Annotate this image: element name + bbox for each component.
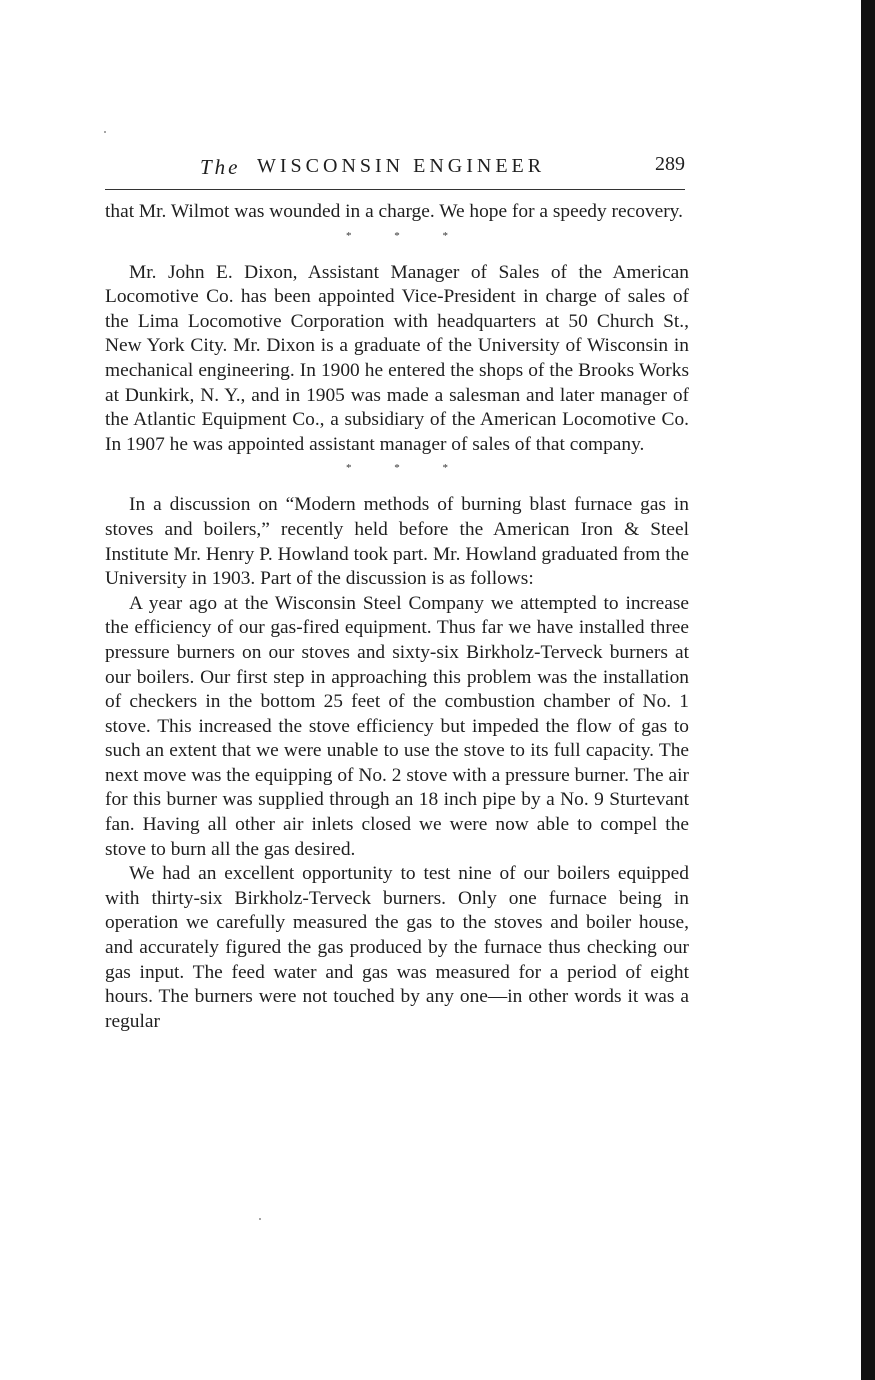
header-rule <box>105 189 685 190</box>
paragraph-quote-wisconsin-steel: A year ago at the Wisconsin Steel Company we attempted to increase the efficiency of our gas-fired equipment. Thus far we have installed three pressure burners on our stoves and sixty-six Birkholz-Terveck burners at our boilers. Our first step in approaching this problem was the installation of checkers in the bottom 25 feet of the combustion chamber of No. 1 stove. This increased the stove efficiency but impeded the flow of gas to such an extent that we were unable to use the stove to its full capacity. The next move was the equipping of No. 2 stove with a pressure burner. The air for this burner was supplied through an 18 inch pipe by a No. 9 Sturtevant fan. Having all other air inlets closed we were now able to compel the stove to burn all the gas desired. <box>105 592 689 860</box>
article-body <box>105 200 689 1034</box>
paragraph-quote-boiler-test: We had an excellent opportunity to test nine of our boilers equipped with thirty-six Birkholz-Terveck burners. Only one furnace being in operation we carefully measured the gas to the stoves and boiler house, and accurately figured the gas produced by the furnace thus checking our gas input. The feed water and gas was measured for a period of eight hours. The burners were not touched by any one—in other words it was a regular <box>105 863 689 1032</box>
section-separator: * * * <box>346 462 468 475</box>
journal-prefix: The <box>200 155 241 179</box>
page-edge-shadow <box>861 0 875 1380</box>
scan-speck <box>259 1218 261 1220</box>
page-number: 289 <box>655 153 685 175</box>
scan-speck <box>104 131 106 133</box>
paragraph-dixon: Mr. John E. Dixon, Assistant Manager of Sales of the American Locomotive Co. has been appointed Vice-President in charge of sales of the Lima Locomotive Corporation with headquarters at 50 Church St., New York City. Mr. Dixon is a graduate of the University of Wisconsin in mechanical engineering. In 1900 he entered the shops of the Brooks Works at Dunkirk, N. Y., and in 1905 was made a salesman and later manager of the Atlantic Equipment Co., a subsidiary of the American Locomotive Co. In 1907 he was appointed assistant manager of sales of that company. <box>105 261 689 455</box>
section-separator: * * * <box>346 229 468 242</box>
journal-name: WISCONSIN ENGINEER <box>257 155 546 177</box>
paragraph-howland-intro: In a discussion on “Modern methods of burning blast furnace gas in stoves and boilers,” recently held before the American Iron & Steel Institute Mr. Henry P. Howland took part. Mr. Howland graduated from the University in 1903. Part of the discussion is as follows: <box>105 494 689 590</box>
paragraph-continued: that Mr. Wilmot was wounded in a charge. We hope for a speedy recovery. <box>105 201 683 222</box>
running-head <box>105 150 685 186</box>
